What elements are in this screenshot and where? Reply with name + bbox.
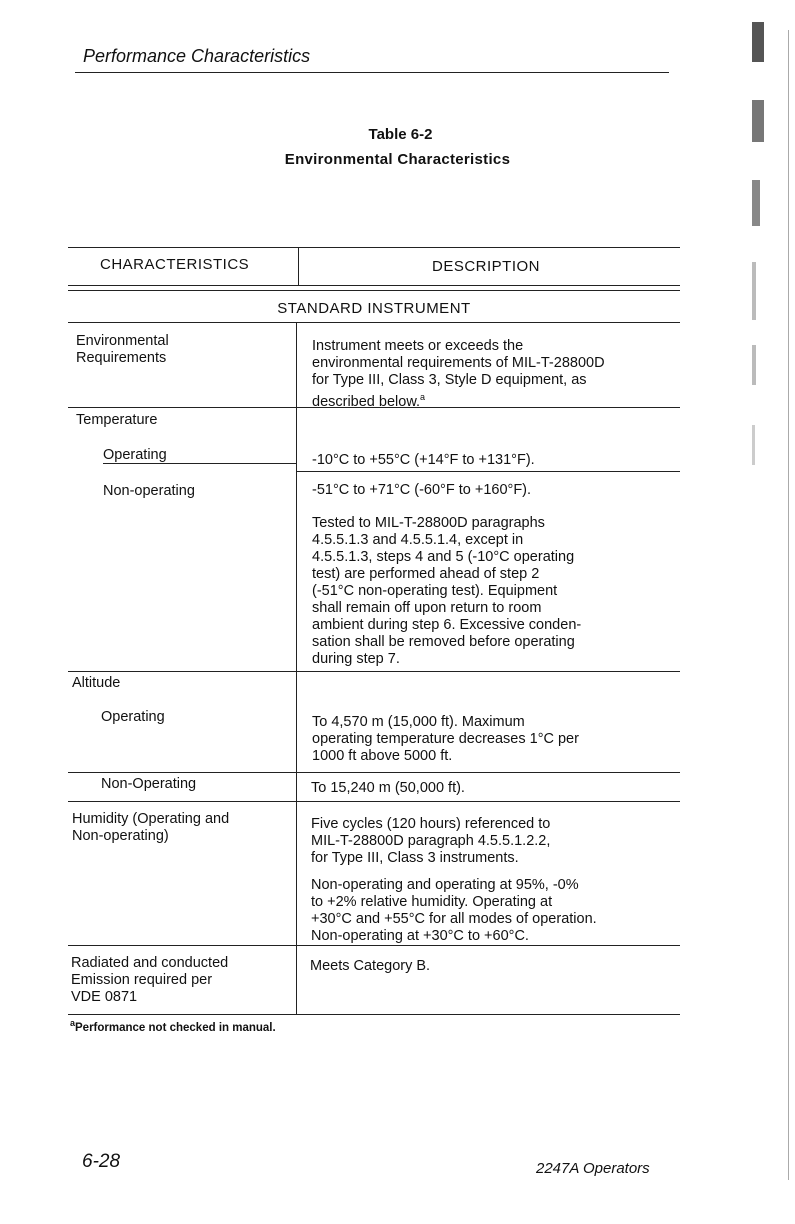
- humidity-label: Humidity (Operating and Non-operating): [72, 811, 230, 844]
- temp-operating-desc: -10°C to +55°C (+14°F to +131°F).: [312, 452, 535, 468]
- row-rule-humidity: [68, 945, 680, 946]
- alt-operating-desc: To 4,570 m (15,000 ft). Maximum operating temperature decreases 1°C per 1000 ft above 5000 ft.: [312, 714, 579, 764]
- binding-edge-mark: [752, 180, 760, 226]
- col-header-characteristics: CHARACTERISTICS: [100, 256, 250, 273]
- binding-edge-mark: [752, 262, 756, 320]
- header-rule: [75, 72, 669, 73]
- rule-under-operating-desc: [296, 471, 680, 472]
- page-number: 6-28: [82, 1151, 121, 1172]
- column-divider: [296, 322, 297, 1014]
- table-footnote: $^a$Performance not checked in manual.: [70, 1018, 276, 1034]
- col-header-description: DESCRIPTION: [432, 258, 541, 275]
- page-edge-line: [788, 30, 789, 1180]
- temp-operating-label: Operating: [103, 447, 167, 463]
- emission-desc: Meets Category B.: [310, 958, 431, 974]
- running-header: Performance Characteristics: [83, 46, 311, 66]
- env-req-desc: Instrument meets or exceeds the environmental requirements of MIL-T-28800D for Type III, Class 3, Style D equipment, as described below.$^a$: [312, 338, 605, 410]
- row-rule-altitude: [68, 801, 680, 802]
- row-rule-temperature: [68, 671, 680, 672]
- alt-nonop-label: Non-Operating: [101, 776, 197, 792]
- temp-nonop-label: Non-operating: [103, 483, 195, 499]
- altitude-label: Altitude: [72, 675, 121, 691]
- binding-edge-mark: [752, 22, 764, 62]
- humidity-desc-2: Non-operating and operating at 95%, -0% to +2% relative humidity. Operating at +30°C and +55°C for all modes of operation. Non-operating at +30°C to +60°C.: [311, 877, 597, 944]
- table-top-rule: [68, 247, 680, 248]
- emission-label: Radiated and conducted Emission required per VDE 0871: [71, 955, 229, 1005]
- binding-edge-mark: [752, 100, 764, 142]
- table-bottom-rule: [68, 1014, 680, 1015]
- manual-title: 2247A Operators: [536, 1160, 650, 1177]
- footnote-ref: a: [420, 392, 426, 402]
- header-bottom-rule-2: [68, 290, 680, 291]
- alt-nonop-desc: To 15,240 m (50,000 ft).: [311, 780, 465, 796]
- header-divider: [298, 247, 299, 285]
- section-header: STANDARD INSTRUMENT: [277, 300, 471, 317]
- binding-edge-mark: [752, 345, 756, 385]
- table-number: Table 6-2: [368, 126, 433, 143]
- row-rule-altitude-op: [68, 772, 680, 773]
- section-bottom-rule: [68, 322, 680, 323]
- temp-nonop-desc: -51°C to +71°C (-60°F to +160°F).: [312, 482, 532, 498]
- env-req-label: Environmental Requirements: [76, 333, 169, 366]
- temp-test-desc: Tested to MIL-T-28800D paragraphs 4.5.5.1.3 and 4.5.5.1.4, except in 4.5.5.1.3, steps 4 and 5 (-10°C operating test) are performed ahead of step 2 (-51°C non-operating test). Equipment shall remain off upon return to room ambient during step 6. Excessive conden- sation shall be removed before operating during step 7.: [312, 515, 582, 667]
- humidity-desc-1: Five cycles (120 hours) referenced to MIL-T-28800D paragraph 4.5.5.1.2.2, for Type III, Class 3 instruments.: [311, 816, 551, 866]
- header-bottom-rule: [68, 285, 680, 286]
- alt-operating-label: Operating: [101, 709, 165, 725]
- binding-edge-mark: [752, 425, 755, 465]
- table-title: Environmental Characteristics: [284, 151, 511, 168]
- temperature-label: Temperature: [76, 412, 158, 428]
- footnote-marker: a: [70, 1018, 76, 1028]
